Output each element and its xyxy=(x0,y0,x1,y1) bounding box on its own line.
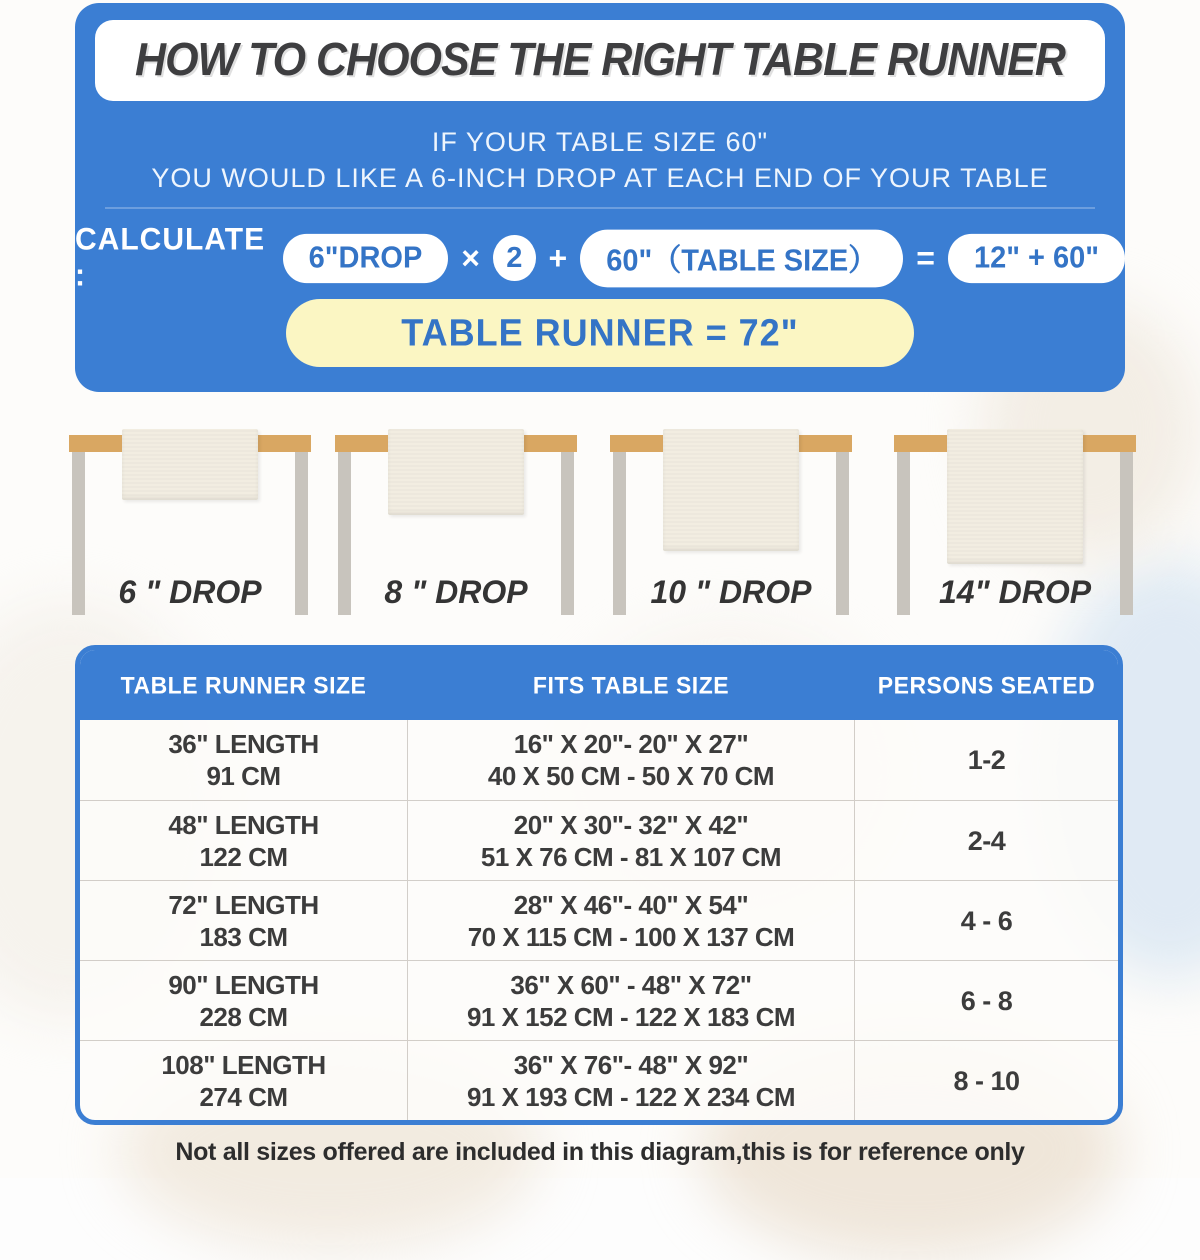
calculate-label: CALCULATE : xyxy=(75,222,266,293)
size-line: 72" LENGTH xyxy=(168,889,319,920)
persons-value: 6 - 8 xyxy=(960,985,1013,1016)
runner-size-cell xyxy=(80,1041,407,1120)
table-figure-14-drop xyxy=(894,425,1136,615)
calculation-row xyxy=(75,222,1125,293)
size-line-cm: 91 CM xyxy=(206,761,281,791)
page-title: HOW TO CHOOSE THE RIGHT TABLE RUNNER xyxy=(135,34,1065,86)
size-line-cm: 228 CM xyxy=(199,1001,288,1032)
persons-value: 4 - 6 xyxy=(960,905,1013,936)
table-row xyxy=(80,880,1118,960)
fits-line-cm: 91 X 193 CM - 122 X 234 CM xyxy=(466,1081,796,1112)
drop-label: 14" DROP xyxy=(938,574,1092,610)
size-line: 90" LENGTH xyxy=(168,969,319,1000)
multiply-sign: × xyxy=(461,239,480,276)
intro-line-1: IF YOUR TABLE SIZE 60" xyxy=(431,127,769,157)
size-chart-header xyxy=(80,650,1118,720)
result-banner xyxy=(286,299,914,367)
table-row xyxy=(80,960,1118,1040)
runner-drape xyxy=(947,429,1083,564)
title-banner xyxy=(95,20,1105,101)
fits-line: 16" X 20"- 20" X 27" xyxy=(513,729,749,759)
size-line: 36" LENGTH xyxy=(168,729,319,759)
drop-label: 6 " DROP xyxy=(118,574,262,610)
equals-sign: = xyxy=(916,239,935,276)
fits-table-cell xyxy=(407,720,855,800)
plus-sign: + xyxy=(548,239,568,276)
table-row xyxy=(80,800,1118,880)
drop-label: 8 " DROP xyxy=(384,574,528,610)
persons-cell xyxy=(855,961,1118,1040)
hero-panel xyxy=(75,3,1125,392)
runner-size-cell xyxy=(80,881,407,960)
persons-cell xyxy=(855,801,1118,880)
disclaimer-note: Not all sizes offered are included in this diagram,this is for reference only xyxy=(175,1138,1025,1166)
fits-line-cm: 51 X 76 CM - 81 X 107 CM xyxy=(480,841,782,872)
fits-line: 36" X 60" - 48" X 72" xyxy=(510,969,752,1000)
size-line-cm: 183 CM xyxy=(199,921,288,952)
table-figure-8-drop xyxy=(335,425,577,615)
runner-size-cell xyxy=(80,961,407,1040)
persons-value: 1-2 xyxy=(967,745,1006,775)
multiplier-badge: 2 xyxy=(493,235,536,281)
table-figure-10-drop xyxy=(610,425,852,615)
fits-line-cm: 40 X 50 CM - 50 X 70 CM xyxy=(487,761,775,791)
fits-line-cm: 70 X 115 CM - 100 X 137 CM xyxy=(467,921,795,952)
runner-result-text: TABLE RUNNER = 72" xyxy=(401,310,799,354)
runner-drape xyxy=(663,429,799,551)
fits-table-cell xyxy=(407,961,855,1040)
persons-cell xyxy=(855,720,1118,800)
size-chart xyxy=(75,645,1123,1125)
drop-value-pill: 6"DROP xyxy=(283,233,449,282)
intro-line-2: YOU WOULD LIKE A 6-INCH DROP AT EACH END OF YOUR TABLE xyxy=(151,163,1049,193)
column-header-persons: PERSONS SEATED xyxy=(877,670,1096,699)
runner-drape xyxy=(122,429,258,500)
table-row xyxy=(80,720,1118,800)
fits-line-cm: 91 X 152 CM - 122 X 183 CM xyxy=(466,1001,796,1032)
persons-cell xyxy=(855,881,1118,960)
size-line-cm: 274 CM xyxy=(199,1081,288,1112)
size-line: 48" LENGTH xyxy=(168,809,319,840)
drop-figures-strip xyxy=(0,425,1200,617)
runner-size-cell xyxy=(80,720,407,800)
persons-value: 2-4 xyxy=(967,825,1006,856)
drop-label: 10 " DROP xyxy=(650,574,812,610)
runner-drape xyxy=(388,429,524,515)
table-figure-6-drop xyxy=(69,425,311,615)
size-line: 108" LENGTH xyxy=(161,1049,326,1080)
table-row xyxy=(80,1040,1118,1120)
fits-table-cell xyxy=(407,1041,855,1120)
fits-table-cell xyxy=(407,881,855,960)
persons-value: 8 - 10 xyxy=(953,1065,1020,1096)
sum-pill: 12" + 60" xyxy=(948,233,1125,282)
fits-line: 20" X 30"- 32" X 42" xyxy=(513,809,749,840)
runner-size-cell xyxy=(80,801,407,880)
fits-table-cell xyxy=(407,801,855,880)
size-line-cm: 122 CM xyxy=(199,841,288,872)
divider-line xyxy=(105,207,1095,209)
fits-line: 36" X 76"- 48" X 92" xyxy=(513,1049,749,1080)
persons-cell xyxy=(855,1041,1118,1120)
table-size-pill: 60"（TABLE SIZE） xyxy=(580,229,903,287)
fits-line: 28" X 46"- 40" X 54" xyxy=(513,889,749,920)
column-header-runner-size: TABLE RUNNER SIZE xyxy=(120,670,367,699)
column-header-fits-table: FITS TABLE SIZE xyxy=(532,670,730,699)
